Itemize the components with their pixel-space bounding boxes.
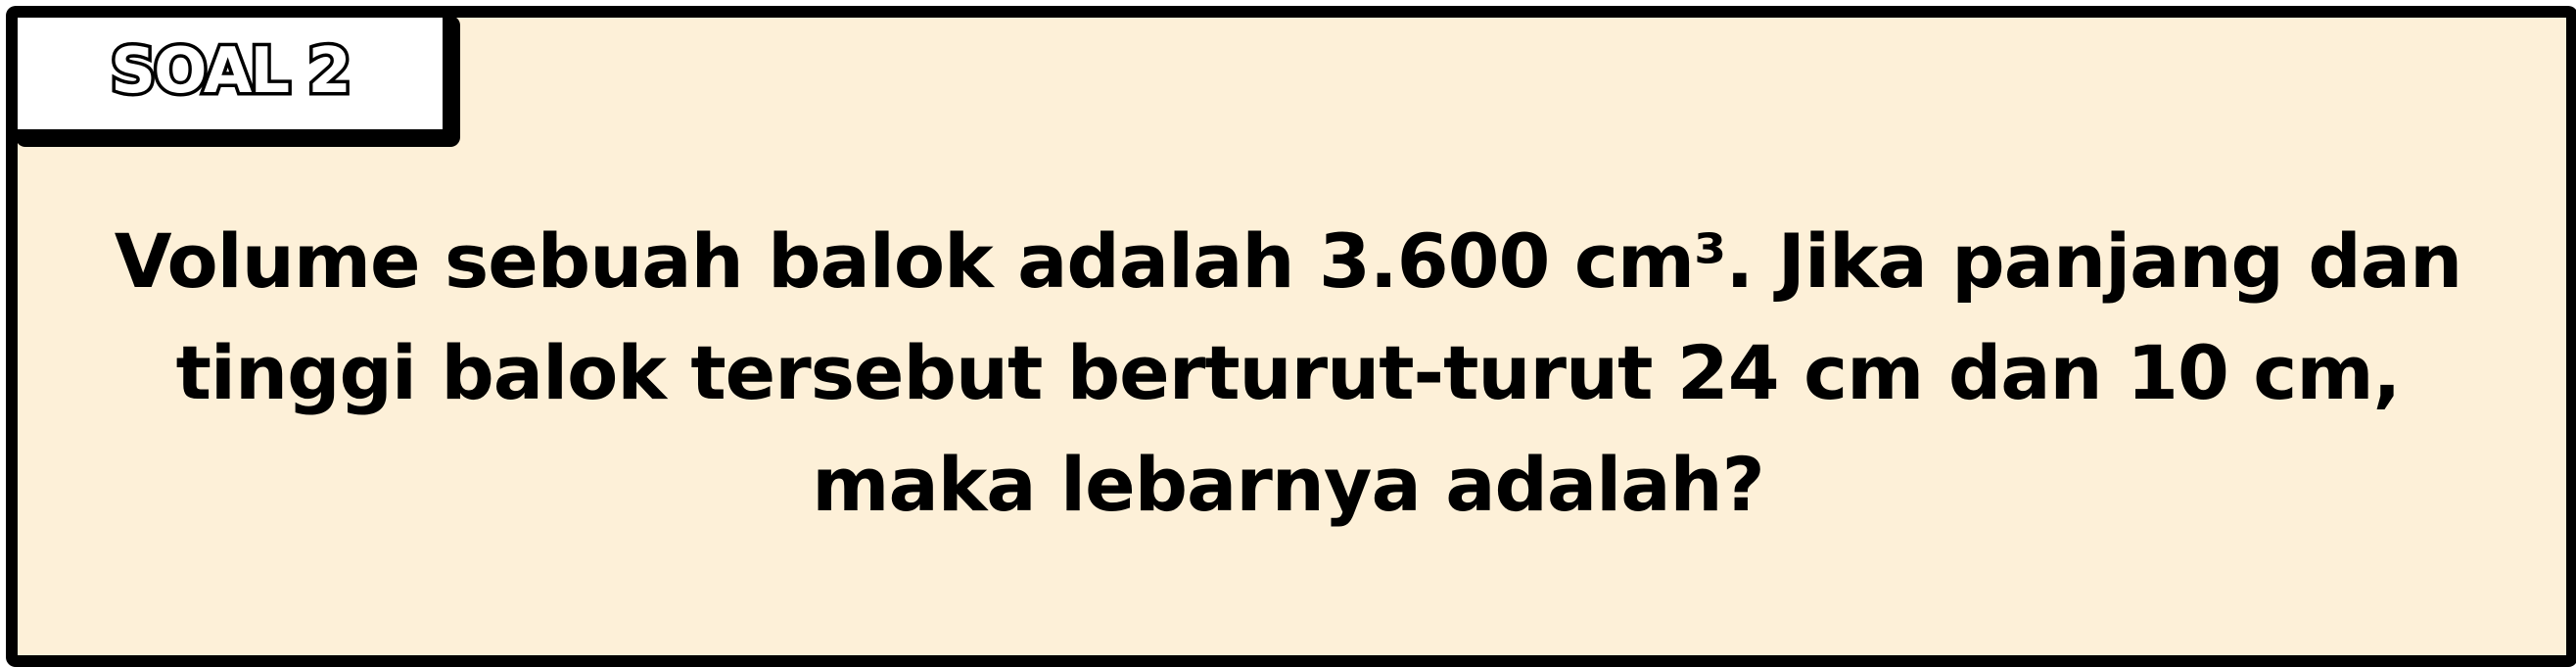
question-number-label: SOAL 2 — [111, 35, 350, 108]
question-line-3: maka lebarnya adalah? — [812, 441, 1764, 528]
question-line-1: Volume sebuah balok adalah 3.600 cm³. Jika panjang dan — [114, 217, 2462, 305]
question-line-2: tinggi balok tersebut berturut-turut 24 cm dan 10 cm, — [175, 329, 2401, 416]
question-number-badge — [8, 8, 452, 139]
question-text — [88, 206, 2488, 541]
